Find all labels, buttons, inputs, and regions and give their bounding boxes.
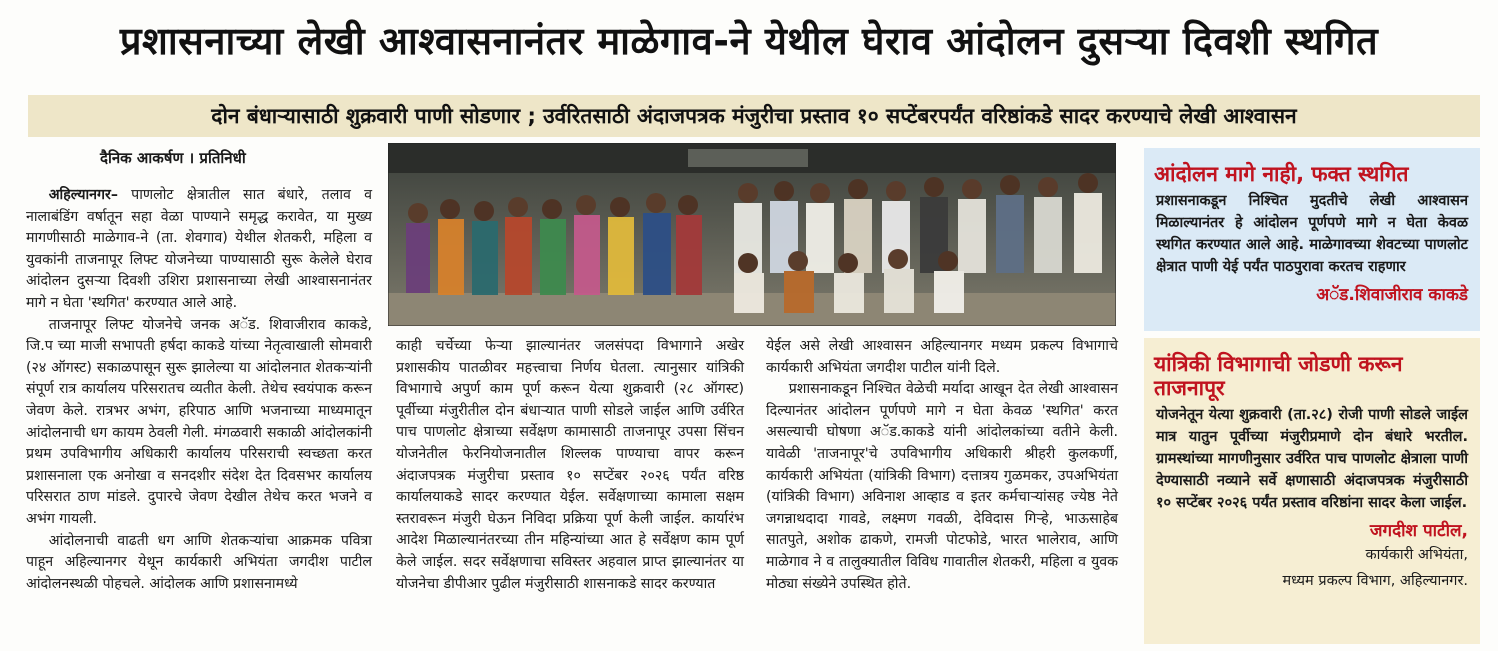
paragraph: येईल असे लेखी आश्वासन अहिल्यानगर मध्यम प्रकल्प विभागाचे कार्यकारी अभियंता जगदीश पाटील यांनी दिले.: [766, 338, 1118, 376]
box-title: यांत्रिकी विभागाची जोडणी करून ताजनापूर: [1154, 352, 1403, 400]
box-signature: जगदीश पाटील,: [1369, 521, 1468, 541]
box-role: कार्यकारी अभियंता,: [1365, 547, 1468, 563]
byline: दैनिक आकर्षण । प्रतिनिधी: [100, 149, 246, 167]
article-column-1: [26, 185, 372, 595]
news-photo: [388, 143, 1116, 326]
paragraph: आंदोलनाची वाढती धग आणि शेतकऱ्यांचा आक्रमक पवित्रा पाहून अहिल्यानगर येथून कार्यकारी अभियंता जगदीश पाटील आंदोलनस्थळी पोहचले. आंदोलक आणि प्रशासनामध्ये: [26, 532, 372, 592]
paragraph-text: पाणलोट क्षेत्रातील सात बंधारे, तलाव व नालाबंडिंग वर्षातून सहा वेळा पाण्याने समृद्ध करावेत, या मुख्य मागणीसाठी माळेगाव-ने (ता. शेवगाव) येथील शेतकरी, महिला व युवकांनी ताजनापूर लिफ्ट योजनेच्या पाण्यासाठी सुरू केलेले घेराव आंदोलन दुसऱ्या दिवशी उशिरा प्रशासनाच्या लेखी आश्वासनानंतर मागे न घेता 'स्थगित' करण्यात आले आहे.: [26, 187, 372, 311]
group-photo-image: [388, 143, 1116, 326]
paragraph: [26, 185, 372, 315]
dateline: अहिल्यानगर–: [48, 187, 118, 203]
paragraph: काही चर्चेच्या फेऱ्या झाल्यानंतर जलसंपदा विभागाने अखेर प्रशासकीय पातळीवर महत्त्वाचा निर्णय घेतला. त्यानुसार यांत्रिकी विभागाचे अपुर्ण काम पूर्ण करून येत्या शुक्रवारी (२८ ऑगस्ट) पूर्वीच्या मंजुरीतील दोन बंधाऱ्यात पाणी सोडले जाईल आणि उर्वरित पाच पाणलोट क्षेत्राच्या सर्वेक्षण कामासाठी ताजनापूर उपसा सिंचन योजनेतील फेरनियोजनातील शिल्लक पाण्याचा वापर करून अंदाजपत्रक मंजुरीचा प्रस्ताव १० सप्टेंबर २०२६ पर्यंत वरिष्ठ कार्यालयाकडे सादर करण्यात येईल. सर्वेक्षणाच्या कामाला सक्षम स्तरावरून मंजुरी घेऊन निविदा प्रक्रिया पूर्ण केली जाईल. कार्यारंभ आदेश मिळाल्यानंतरच्या तीन महिन्यांच्या आत हे सर्वेक्षण काम पूर्ण केले जाईल. सदर सर्वेक्षणाचा सविस्तर अहवाल प्राप्त झाल्यानंतर या योजनेचा डीपीआर पुढील मंजुरीसाठी शासनाकडे सादर करण्यात: [396, 338, 744, 592]
box-title: आंदोलन मागे नाही, फक्त स्थगित: [1154, 162, 1409, 186]
article-column-3: [766, 336, 1118, 595]
paragraph: प्रशासनाकडून निश्चित वेळेची मर्यादा आखून देत लेखी आश्वासन दिल्यानंतर आंदोलन पूर्णपणे मागे न घेता केवळ 'स्थगित' करत असल्याची घोषणा अॅड.काकडे यांनी आंदोलकांच्या वतीने केली. यावेळी 'ताजनापूर'चे उपविभागीय अधिकारी श्रीहरी कुलकर्णी, कार्यकारी अभियंता (यांत्रिकी विभाग) दत्तात्रय गुळमकर, उपअभियंता (यांत्रिकी विभाग) अविनाश आव्हाड व इतर कर्मचाऱ्यांसह ज्येष्ठ नेते जगन्नाथदादा गावडे, लक्ष्मण गवळी, देविदास गिऱ्हे, भाऊसाहेब सातपुते, अशोक ढाकणे, रामजी पोटफोडे, भारत भालेराव, आणि माळेगाव ने व तालुक्यातील विविध गावातील शेतकरी, महिला व युवक मोठ्या संख्येने उपस्थित होते.: [766, 381, 1118, 592]
quote-box-kakade: [1144, 148, 1480, 331]
box-role: मध्यम प्रकल्प विभाग, अहिल्यानगर.: [1282, 573, 1468, 589]
subheadline: दोन बंधाऱ्यासाठी शुक्रवारी पाणी सोडणार ; उर्वरितसाठी अंदाजपत्रक मंजुरीचा प्रस्ताव १० सप्टेंबरपर्यंत वरिष्ठांकडे सादर करण्याचे लेखी आश्वासन: [28, 95, 1480, 137]
quote-box-patil: [1144, 338, 1480, 644]
box-body: प्रशासनाकडून निश्चित मुदतीचे लेखी आश्वासन मिळाल्यानंतर हे आंदोलन पूर्णपणे मागे न घेता केवळ स्थगित करण्यात आले आहे. माळेगावच्या शेवटच्या पाणलोट क्षेत्रात पाणी येई पर्यंत पाठपुरावा करतच राहणार: [1156, 193, 1468, 275]
headline: प्रशासनाच्या लेखी आश्वासनानंतर माळेगाव-ने येथील घेराव आंदोलन दुसऱ्या दिवशी स्थगित: [119, 19, 1379, 63]
paragraph: ताजनापूर लिफ्ट योजनेचे जनक अॅड. शिवाजीराव काकडे, जि.प च्या माजी सभापती हर्षदा काकडे यांच्या नेतृत्वाखाली सोमवारी (२४ ऑगस्ट) सकाळपासून सुरू झालेल्या या आंदोलनात शेतकऱ्यांनी संपूर्ण रात्र कार्यालय परिसरातच व्यतीत केली. तेथेच स्वयंपाक करून जेवण केले. रात्रभर अभंग, हरिपाठ आणि भजनाच्या माध्यमातून आंदोलनाची धग कायम ठेवली गेली. मंगळवारी सकाळी आंदोलकांनी प्रथम उपविभागीय अधिकारी कार्यालय परिसराची स्वच्छता करत प्रशासनाला एक अनोखा व सनदशीर संदेश देत दिवसभर कार्यालय परिसरात ठाण मांडले. दुपारचे जेवण देखील तेथेच करत भजने व अभंग गायली.: [26, 316, 372, 527]
box-signature: अॅड.शिवाजीराव काकडे: [1316, 285, 1468, 305]
article-column-2: [396, 336, 744, 595]
box-body: योजनेतून येत्या शुक्रवारी (ता.२८) रोजी पाणी सोडले जाईल मात्र यातुन पूर्वीच्या मंजुरीप्रमाणे दोन बंधारे भरतील. ग्रामस्थांच्या मागणीनुसार उर्वरित पाच पाणलोट क्षेत्राला पाणी देण्यासाठी नव्याने सर्वे क्षणासाठी अंदाजपत्रक मंजुरीसाठी १० सप्टेंबर २०२६ पर्यंत प्रस्ताव वरिष्ठांना सादर केला जाईल.: [1156, 407, 1468, 511]
